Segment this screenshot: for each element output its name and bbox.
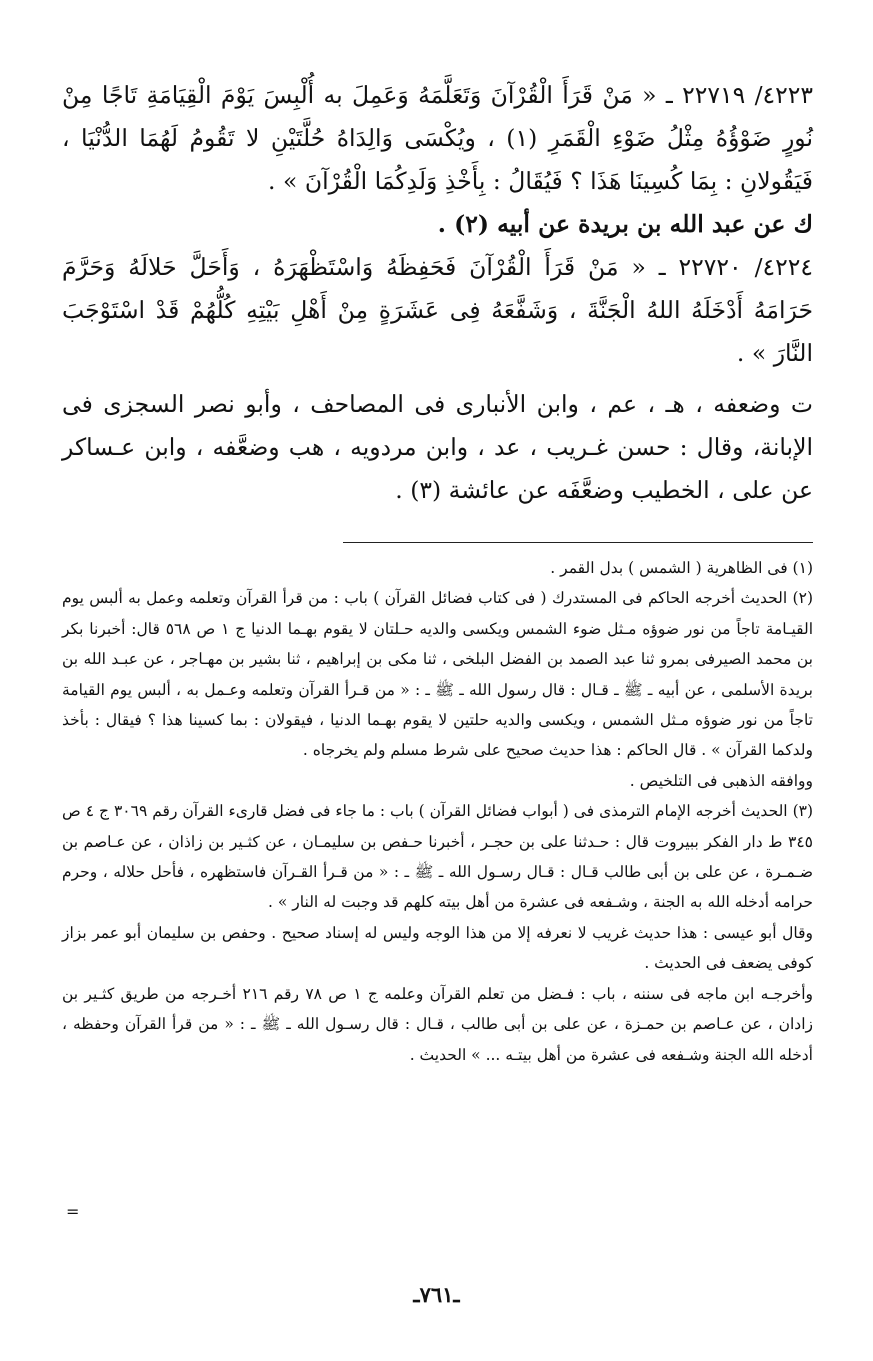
footnote-1: (١) فى الظاهرية ( الشمس ) بدل القمر . (550, 559, 813, 577)
footnote-2: (٢) الحديث أخرجه الحاكم فى المستدرك ( فى كتاب فضائل القرآن ) باب : من قرأ القرآن وتعلمه وعمل به ألبس يوم القيـامة تاجاً من نور ضوؤه مـثل ضوء الشمس ويكسى والديه حـلتان لا يقوم بهـما الدنيا ج ١ ص ٥٦٨ قال: أخبرنا بكر بن محمد الصيرفى بمرو ثنا عبد الصمد بن الفضل البلخى ، ثنا مكى بن إبراهيم ، ثنا بشير بن مهـاجر ، عن عبـد الله بن بريدة الأسلمى ، عن أبيه ـ ﷺ ـ قـال : قال رسول الله ـ ﷺ ـ : « من قـرأ القرآن وتعلمه وعـمل به ، ألبس يوم القيامة تاجاً من نور ضوؤه مـثل الشمس ، ويكسى والديه حلتين لا يقوم بهـما الدنيا ، فيقولان : بما كسينا هذا ؟ فيقال : بأخذ ولدكما القرآن » . قال الحاكم : هذا حديث صحيح على شرط مسلم ولم يخرجاه . (62, 589, 814, 760)
footnote-3-ibn-majah: وأخرجـه ابن ماجه فى سننه ، باب : فـضل من تعلم القرآن وعلمه ج ١ ص ٧٨ رقم ٢١٦ أخـرجه من طريق كثـير بن زادان ، عن عـاصم بن حمـزة ، عن على بن أبى طالب ، قـال : قال رسـول الله ـ ﷺ ـ : « من قرأ القرآن وحفظه ، أدخله الله الجنة وشـفعه فى عشرة من أهل بيتـه ... » الحديث . (62, 984, 813, 1064)
source-4223: ك عن عبد الله بن بريدة عن أبيه (٢) . (437, 210, 813, 238)
footnote-divider (343, 542, 813, 543)
page-number: ـ٧٦١ـ (413, 1282, 460, 1307)
hadith-4224: ٤٢٢٤/ ٢٢٧٢٠ ـ « مَنْ قَرَأَ الْقُرْآنَ فَحَفِظَهُ وَاسْتَظْهَرَهُ ، وَأَحَلَّ حَلالَهُ وَحَرَّمَ حَرَامَهُ أَدْخَلَهُ اللهُ الْجَنَّةَ ، وَشَفَّعَهُ فِى عَشَرَةٍ مِنْ أَهْلِ بَيْتِهِ كُلُّهُمْ قَدْ اسْتَوْجَبَ النَّارَ » . (62, 253, 814, 367)
hadith-4223: ٤٢٢٣/ ٢٢٧١٩ ـ « مَنْ قَرَأَ الْقُرْآنَ وَتَعَلَّمَهُ وَعَمِلَ به أُلْبِسَ يَوْمَ الْقِيَامَةِ تَاجًا مِنْ نُورٍ ضَوْؤُهُ مِثْلُ ضَوْءِ الْقَمَرِ (١) ، ويُكْسَى وَالِدَاهُ حُلَّتَيْنِ لا تَقُومُ لَهُمَا الدُّنْيَا ، فَيَقُولانِ : بِمَا كُسِينَا هَذَا ؟ فَيُقَالُ : بِأَخْذِ وَلَدِكُمَا الْقُرْآنَ » . (62, 81, 814, 195)
footnote-3-continued: وقال أبو عيسى : هذا حديث غريب لا نعرفه إلا من هذا الوجه وليس له إسناد صحيح . وحفص بن سليمان أبو عمر بزاز كوفى يضعف فى الحديث . (62, 923, 813, 973)
footnotes (62, 553, 813, 1070)
footnote-2-continued: ووافقه الذهبى فى التلخيص . (629, 771, 813, 790)
continuation-mark: = (66, 1202, 80, 1221)
footnote-3: (٣) الحديث أخرجه الإمام الترمذى فى ( أبواب فضائل القرآن ) باب : ما جاء فى فضل قارىء القرآن رقم ٣٠٦٩ ج ٤ ص ٣٤٥ ط دار الفكر ببيروت قال : حـدثنا على بن حجـر ، أخبرنا حـفص بن سليمـان ، عن كثـير بن زاذان ، عن عـاصم بن ضـمـرة ، عن على بن أبى طالب قـال : قـال رسـول الله ـ ﷺ ـ : « من قـرأ القـرآن فاستظهره ، فأحل حلاله ، وحرم حرامه أدخله الله به الجنة ، وشـفعه فى عشرة من أهل بيته كلهم قد وجبت له النار » . (62, 802, 814, 912)
source-4224: ت وضعفه ، هـ ، عم ، وابن الأنبارى فى المصاحف ، وأبو نصر السجزى فى الإبانة، وقال : حسن غـريب ، عد ، وابن مردويه ، هب وضعَّفه ، وابن عـساكر عن على ، الخطيب وضعَّفَه عن عائشة (٣) . (62, 390, 813, 504)
main-text (62, 74, 813, 512)
